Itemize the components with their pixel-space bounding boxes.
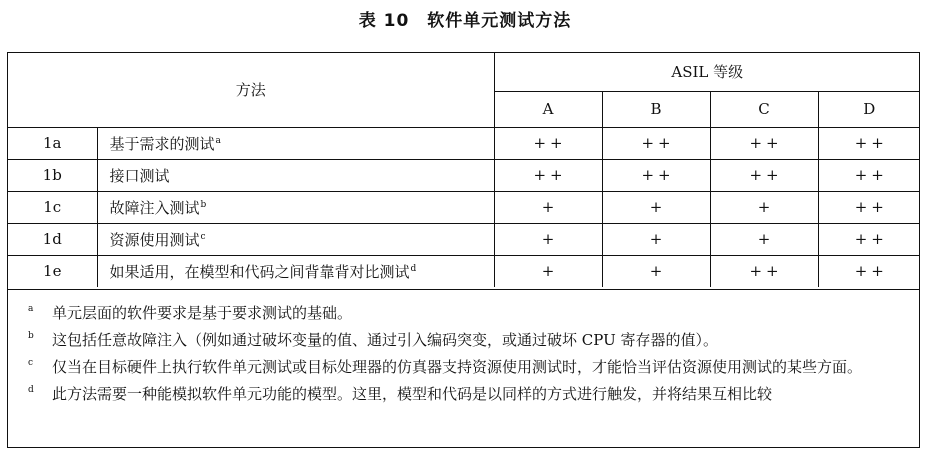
footnote-text: 仅当在目标硬件上执行软件单元测试或目标处理器的仿真器支持资源使用测试时，才能恰当评估资源使用测试的某些方面。 — [52, 358, 863, 376]
row-method: 接口测试 — [97, 159, 494, 191]
asil-header: ASIL 等级 — [494, 53, 920, 91]
method-table — [8, 53, 920, 287]
asil-level-a: A — [494, 91, 602, 127]
footnote — [28, 300, 907, 327]
footnote — [28, 327, 907, 354]
row-id: 1c — [8, 191, 97, 223]
rating-cell: ++ — [494, 159, 602, 191]
method-table-frame — [7, 52, 920, 448]
footnote — [28, 354, 907, 381]
footnote-mark: b — [200, 199, 207, 210]
row-method: 基于需求的测试$^a$ — [97, 127, 494, 159]
rating-cell: ++ — [818, 223, 920, 255]
row-id: 1e — [8, 255, 97, 287]
row-method: 故障注入测试$^b$ — [97, 191, 494, 223]
footnotes — [8, 289, 919, 408]
rating-cell: ++ — [818, 255, 920, 287]
rating-cell: + — [602, 223, 710, 255]
asil-level-c: C — [710, 91, 818, 127]
table-row — [8, 127, 920, 159]
rating-cell: ++ — [818, 127, 920, 159]
footnote-mark: a — [215, 135, 221, 146]
rating-cell: + — [602, 255, 710, 287]
footnote-text: 单元层面的软件要求是基于要求测试的基础。 — [52, 304, 353, 322]
row-id: 1d — [8, 223, 97, 255]
footnote-text: 这包括任意故障注入（例如通过破坏变量的值、通过引入编码突变，或通过破坏 CPU 寄存器的值）。 — [52, 331, 718, 349]
rating-cell: ++ — [818, 191, 920, 223]
footnote-mark: c — [200, 231, 206, 242]
rating-cell: ++ — [818, 159, 920, 191]
table-row — [8, 223, 920, 255]
row-id: 1b — [8, 159, 97, 191]
method-header: 方法 — [8, 53, 494, 127]
footnote-mark: a — [28, 304, 34, 314]
asil-level-b: B — [602, 91, 710, 127]
rating-cell: + — [602, 191, 710, 223]
table-row — [8, 255, 920, 287]
footnote-text: 此方法需要一种能模拟软件单元功能的模型。这里，模型和代码是以同样的方式进行触发，并将结果互相比较 — [52, 385, 773, 403]
rating-cell: ++ — [602, 127, 710, 159]
table-row — [8, 159, 920, 191]
footnote-mark: c — [28, 358, 34, 368]
rating-cell: ++ — [710, 255, 818, 287]
footnote-mark: b — [28, 331, 34, 341]
asil-level-d: D — [818, 91, 920, 127]
row-method: 如果适用，在模型和代码之间背靠背对比测试$^d$ — [97, 255, 494, 287]
rating-cell: + — [494, 255, 602, 287]
rating-cell: + — [494, 191, 602, 223]
rating-cell: ++ — [710, 127, 818, 159]
rating-cell: ++ — [494, 127, 602, 159]
rating-cell: + — [710, 223, 818, 255]
footnote — [28, 381, 907, 408]
table-row — [8, 191, 920, 223]
row-method: 资源使用测试$^c$ — [97, 223, 494, 255]
row-id: 1a — [8, 127, 97, 159]
footnote-mark: d — [410, 263, 417, 274]
rating-cell: ++ — [602, 159, 710, 191]
rating-cell: ++ — [710, 159, 818, 191]
rating-cell: + — [494, 223, 602, 255]
table-caption: 表 10 软件单元测试方法 — [358, 11, 572, 31]
rating-cell: + — [710, 191, 818, 223]
footnote-mark: d — [28, 385, 34, 395]
